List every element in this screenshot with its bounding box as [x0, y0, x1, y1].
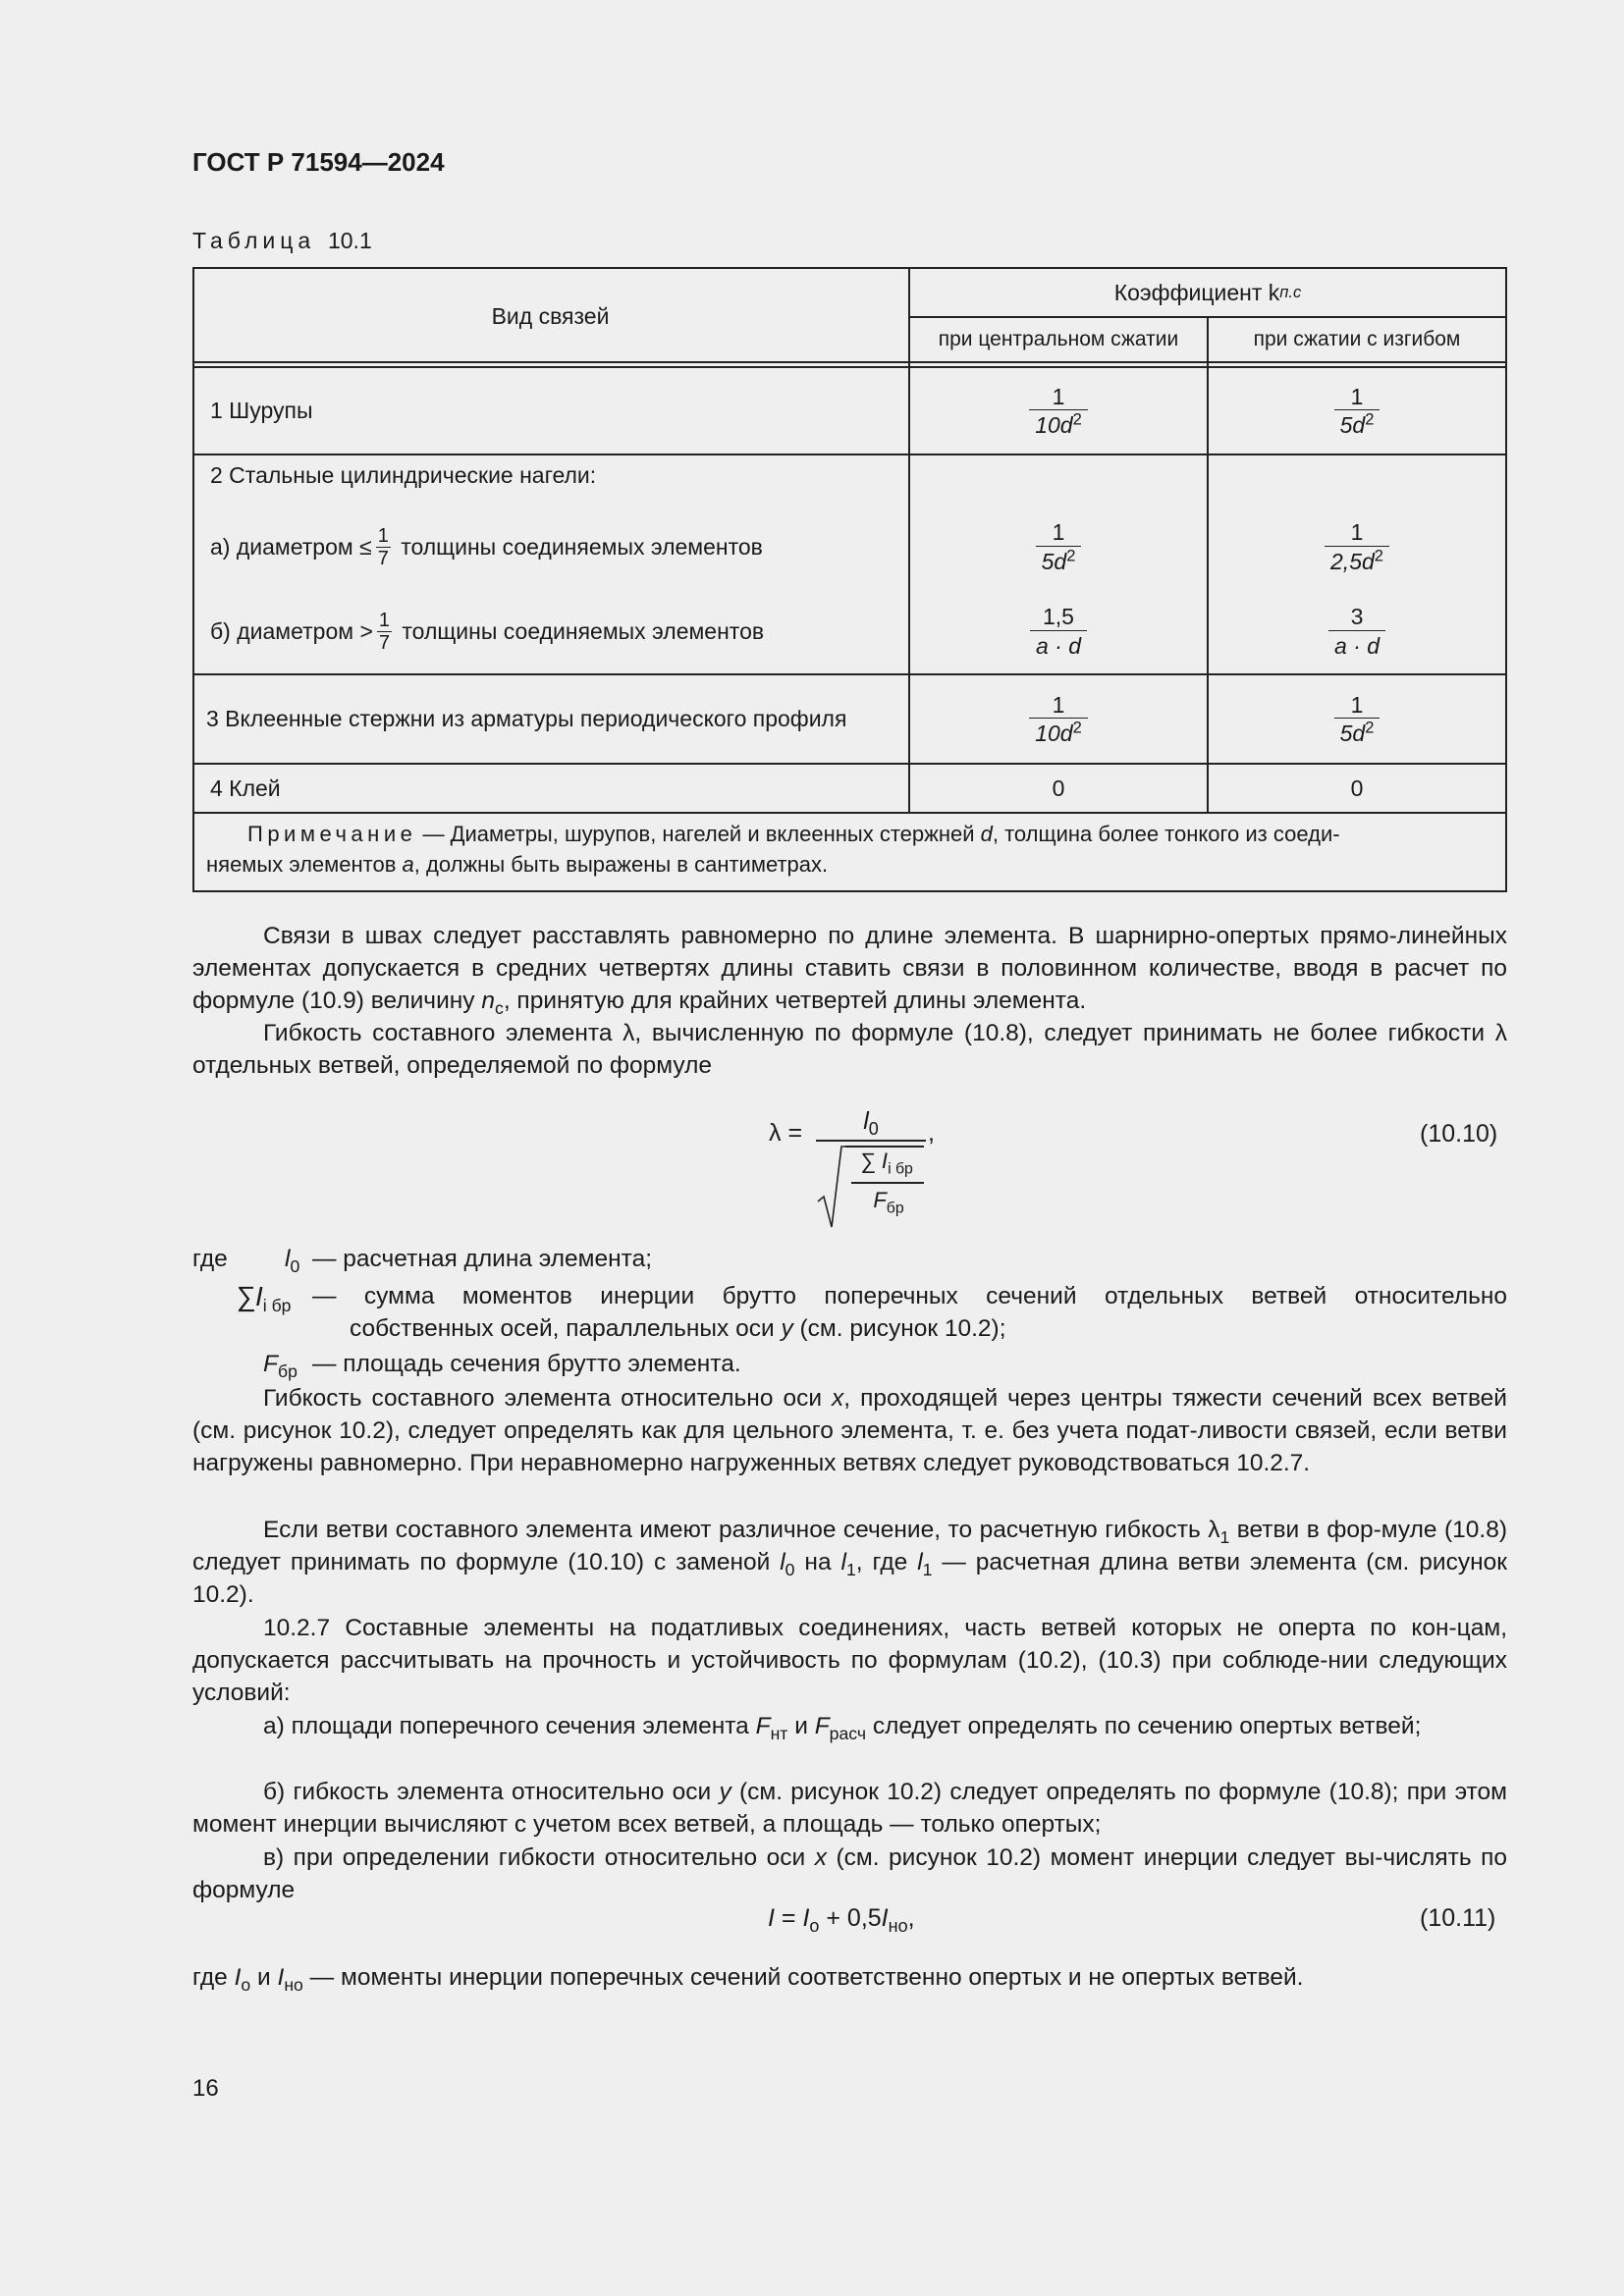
paragraph-joints-placement: Связи в швах следует расставлять равномерно по длине элемента. В шарнирно-опертых прямо-линейных элементах допускается в средних четвертях длины ставить связи в половинном количестве, вводя в расчет по формуле (10.9) величину $n_c$, принятую для крайних четвертей длины элемента.: [192, 923, 1507, 1018]
equation-10-10: λ = $l_0$ ∑ $I_{i бр}$ $F_{бр}$ ,: [769, 1107, 946, 1235]
where-sum-symbol: $\sum I_{i бр}$: [236, 1281, 292, 1315]
where-moments-line: где $I_о$ и $I_{но}$ — моменты инерции поперечных сечений соответственно опертых и не опертых ветвей.: [192, 1964, 1304, 1995]
document-code-header: ГОСТ Р 71594—2024: [192, 147, 445, 177]
coef-dowels-small-bending: $\frac{1}{2,5d^2}$: [1209, 510, 1505, 583]
equation-number-10-10: (10.10): [1420, 1120, 1498, 1148]
paragraph-flexibility: Гибкость составного элемента λ, вычисленную по формуле (10.8), следует принимать не более гибкости λ отдельных ветвей, определяемой по формуле: [192, 1020, 1507, 1079]
where-word: где: [192, 1246, 228, 1272]
equation-10-11: $I = I_о + 0,5I_{но}$,: [768, 1904, 915, 1936]
column-header-connection-type: Вид связей: [491, 302, 610, 329]
column-header-bending-compression: при сжатии с изгибом: [1253, 328, 1461, 350]
coef-screws-bending: $\frac{1}{5d^2}$: [1209, 368, 1505, 454]
row-label-dowels-small: а) диаметром ≤ $\frac{1}{7}$ толщины соединяемых элементов: [210, 524, 763, 569]
coef-dowels-small-central: $\frac{1}{5d^2}$: [910, 510, 1207, 583]
row-label-screws: 1 Шурупы: [210, 398, 313, 423]
where-l0-text: — расчетная длина элемента;: [312, 1246, 653, 1272]
where-F-text: — площадь сечения брутто элемента.: [312, 1351, 741, 1377]
paragraph-10-2-7: 10.2.7 Составные элементы на податливых соединениях, часть ветвей которых не оперта по кон-цам, допускается рассчитывать на прочность и устойчивость по формулам (10.2), (10.3) при соблюде-нии следующих условий:: [192, 1615, 1507, 1706]
table-caption-number: 10.1: [327, 228, 372, 253]
table-caption-word: Таблица: [192, 228, 316, 253]
where-l0-symbol: $l_0$: [285, 1246, 300, 1276]
paragraph-condition-c: в) при определении гибкости относительно оси x (см. рисунок 10.2) момент инерции следует вы-числять по формуле: [192, 1844, 1508, 1903]
row-label-dowels-large: б) диаметром > 1 7 толщины соединяемых элементов: [210, 609, 765, 654]
coef-screws-central: $\frac{1}{10d^2}$: [910, 368, 1207, 454]
coef-glued-rods-bending: $\frac{1}{5d^2}$: [1209, 675, 1505, 763]
equation-number-10-11: (10.11): [1420, 1904, 1496, 1932]
coefficient-table: [192, 267, 1507, 892]
column-header-coefficient: Коэффициент k п.с: [1113, 279, 1302, 305]
where-F-symbol: $F_{бр}$: [263, 1351, 298, 1381]
coef-glued-rods-central: $\frac{1}{10d^2}$: [910, 675, 1207, 763]
table-caption: [192, 228, 372, 254]
row-label-glue: 4 Клей: [210, 774, 281, 801]
coef-dowels-large-bending: $\frac{3}{a \cdot d}$: [1209, 595, 1505, 667]
where-sum-text: — сумма моментов инерции брутто поперечных сечений отдельных ветвей относительно собственных осей, параллельных оси y (см. рисунок 10.2);: [312, 1283, 1507, 1342]
page-number: 16: [192, 2075, 219, 2102]
coef-glue-central: 0: [1052, 774, 1065, 801]
coef-dowels-large-central: $\frac{1,5}{a \cdot d}$: [910, 595, 1207, 667]
coef-glue-bending: 0: [1350, 774, 1364, 801]
paragraph-different-sections: Если ветви составного элемента имеют различное сечение, то расчетную гибкость $\lambda_1$ ветви в фор-муле (10.8) следует принимать по формуле (10.10) с заменой $l_0$ на $l_1$, где $l_1$ — расчетная длина ветви элемента (см. рисунок 10.2).: [192, 1517, 1508, 1608]
table-note: Примечание — Диаметры, шурупов, нагелей и вклеенных стержней d, толщина более тонкого из соеди- няемых элементов a, должны быть выражены в сантиметрах.: [206, 822, 1340, 877]
row-label-glued-rods: 3 Вклеенные стержни из арматуры периодического профиля: [206, 706, 847, 731]
paragraph-condition-a: а) площади поперечного сечения элемента $F_{нт}$ и $F_{расч}$ следует определять по сечению опертых ветвей;: [263, 1713, 1422, 1743]
paragraph-condition-b: б) гибкость элемента относительно оси y (см. рисунок 10.2) следует определять по формуле (10.8); при этом момент инерции вычисляют с учетом всех ветвей, а площадь — только опертых;: [192, 1779, 1507, 1838]
row-label-steel-dowels: 2 Стальные цилиндрические нагели:: [210, 461, 597, 488]
column-header-central-compression: при центральном сжатии: [938, 328, 1179, 350]
paragraph-x-axis-flexibility: Гибкость составного элемента относительно оси x, проходящей через центры тяжести сечений всех ветвей (см. рисунок 10.2), следует определять как для цельного элемента, т. е. без учета подат-ливости связей, если ветви нагружены равномерно. При неравномерно нагруженных ветвях следует руководствоваться 10.2.7.: [192, 1385, 1507, 1476]
